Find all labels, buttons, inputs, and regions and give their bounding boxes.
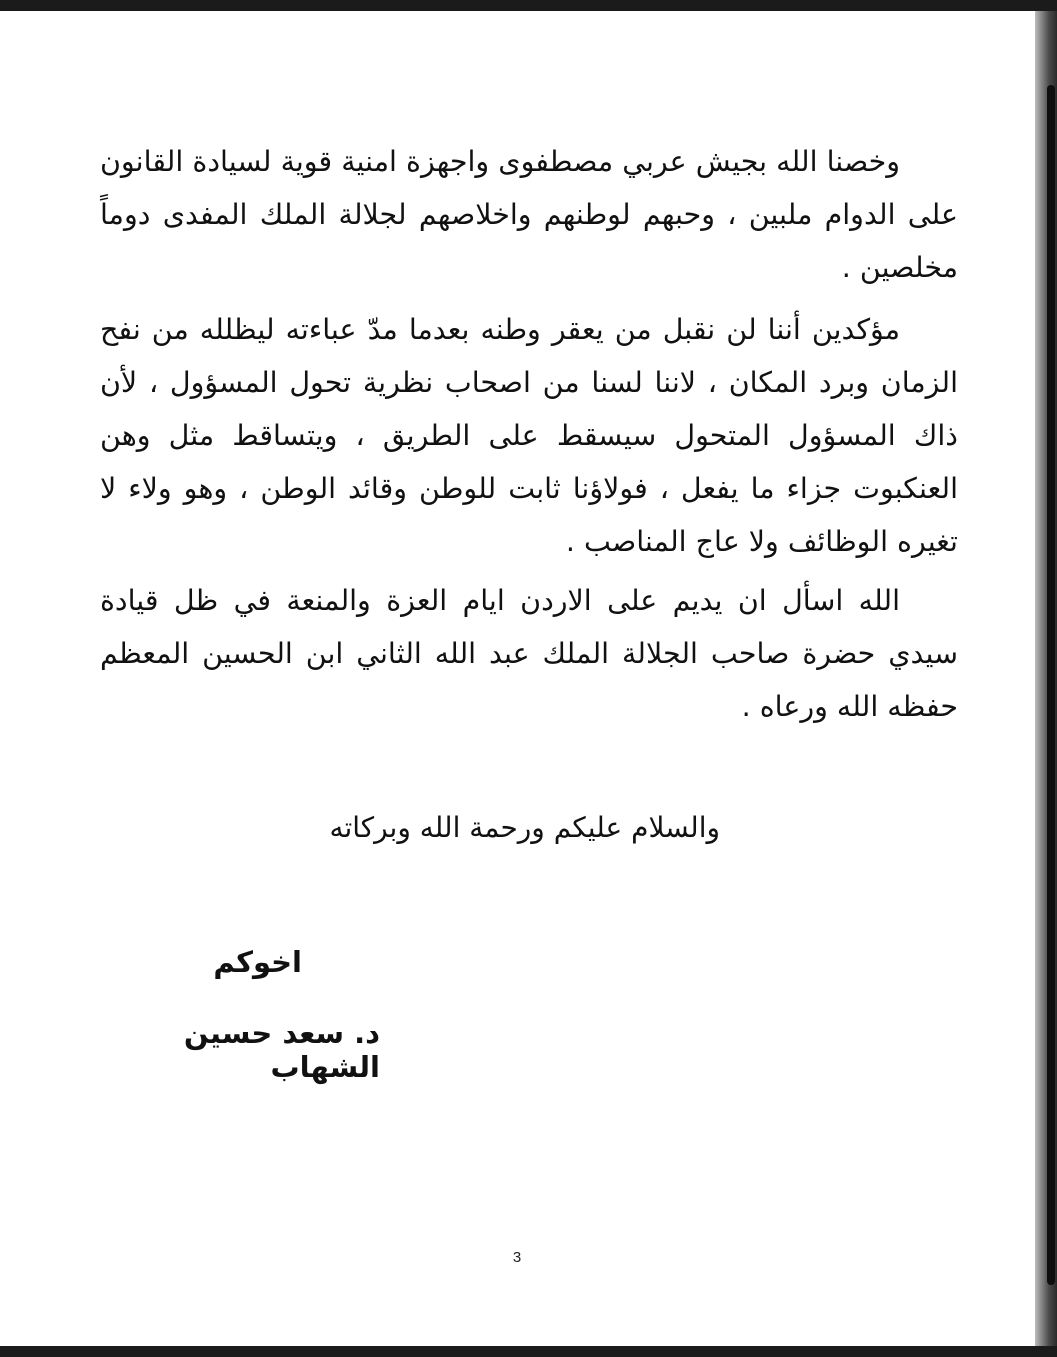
closing-greeting: والسلام عليكم ورحمة الله وبركاته bbox=[329, 811, 720, 844]
scroll-handle[interactable] bbox=[1047, 85, 1055, 1285]
paragraph-2 bbox=[100, 303, 958, 568]
paragraph-3-text: الله اسأل ان يديم على الاردن ايام العزة والمنعة في ظل قيادة سيدي حضرة صاحب الجلالة الملك عبد الله الثاني ابن الحسين المعظم حفظه الله ورعاه . bbox=[100, 584, 958, 723]
paragraph-2-text: مؤكدين أننا لن نقبل من يعقر وطنه بعدما مدّ عباءته ليظلله من نفح الزمان وبرد المكان ، لاننا لسنا من اصحاب نظرية تحول المسؤول ، لأن ذاك المسؤول المتحول سيسقط على الطريق ، ويتساقط مثل وهن العنكبوت جزاء ما يفعل ، فولاؤنا ثابت للوطن وقائد الوطن ، وهو ولاء لا تغيره الوظائف ولا عاج المناصب . bbox=[100, 313, 958, 558]
paragraph-3 bbox=[100, 574, 958, 733]
viewer-top-edge bbox=[0, 0, 1057, 11]
signature-name: د. سعد حسين الشهاب bbox=[183, 1016, 380, 1084]
document-page bbox=[0, 11, 1035, 1346]
viewer-bottom-edge bbox=[0, 1346, 1057, 1357]
paragraph-1 bbox=[100, 135, 958, 294]
signature-salutation: اخوكم bbox=[213, 945, 302, 979]
paragraph-1-text: وخصنا الله بجيش عربي مصطفوى واجهزة امنية قوية لسيادة القانون على الدوام ملبين ، وحبهم لوطنهم واخلاصهم لجلالة الملك المفدى دوماً مخلصين . bbox=[100, 145, 958, 284]
page-number: 3 bbox=[512, 1249, 522, 1266]
